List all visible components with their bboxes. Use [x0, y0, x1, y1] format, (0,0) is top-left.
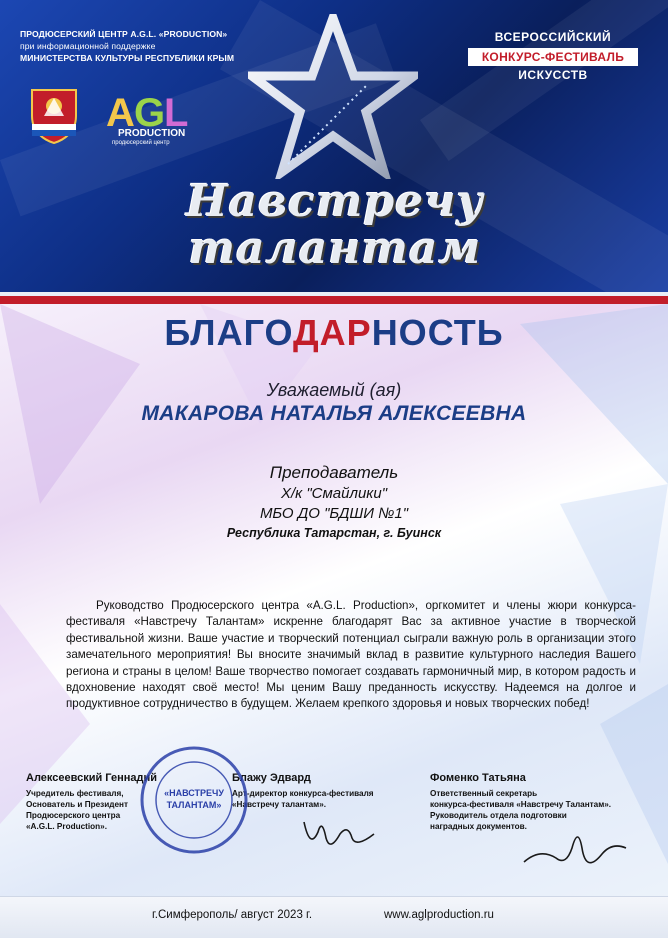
- agl-logo-sub: PRODUCTION: [118, 128, 186, 139]
- festival-line-2: КОНКУРС-ФЕСТИВАЛЬ: [468, 48, 638, 66]
- title-part-1: БЛАГО: [164, 312, 294, 353]
- organizer-line-2: при информационной поддержке: [20, 41, 156, 51]
- footer-website: www.aglproduction.ru: [384, 909, 494, 921]
- signature-secretary: [520, 818, 630, 878]
- signer-name: Фоменко Татьяна: [430, 772, 526, 784]
- recipient-location: Республика Татарстан, г. Буинск: [226, 526, 442, 540]
- recipient-school: МБО ДО "БДШИ №1": [259, 505, 409, 522]
- stamp-text-3: ТАЛАНТАМ»: [166, 800, 222, 810]
- festival-line-3: ИСКУССТВ: [518, 68, 588, 82]
- festival-label: [468, 28, 638, 84]
- title-part-3: НОСТЬ: [371, 312, 504, 353]
- document-title: [0, 312, 668, 354]
- signer-line: «A.G.L. Production».: [26, 822, 107, 831]
- crimea-crest-icon: [26, 86, 82, 144]
- signer-line: Основатель и Президент: [26, 800, 128, 809]
- organizer-block: [20, 28, 234, 64]
- title-part-2: ДАР: [293, 312, 372, 353]
- agl-logo-sub2: продюсерский центр: [112, 140, 170, 146]
- recipient-name: МАКАРОВА НАТАЛЬЯ АЛЕКСЕЕВНА: [141, 402, 527, 425]
- header-banner: [0, 0, 668, 300]
- official-stamp: [138, 744, 250, 856]
- signer-name: Блажу Эдвард: [232, 772, 311, 784]
- footer: [0, 896, 668, 938]
- recipient-details: [0, 462, 668, 542]
- svg-text:L: L: [164, 91, 189, 135]
- divider-red: [0, 296, 668, 304]
- logo-line-1: Навстречу: [186, 176, 484, 227]
- signer-line: Учредитель фестиваля,: [26, 789, 124, 798]
- star-icon: [248, 14, 418, 179]
- recipient-group: Х/к "Смайлики": [280, 485, 388, 502]
- organizer-line-1: ПРОДЮСЕРСКИЙ ЦЕНТР A.G.L. «PRODUCTION»: [20, 29, 228, 39]
- signature-art-director: [300, 808, 380, 856]
- signer-line: Арт-директор конкурса-фестиваля: [232, 789, 374, 798]
- agl-logo: [104, 86, 194, 152]
- svg-text:A: A: [106, 91, 135, 135]
- logo-line-2: талантам: [188, 223, 482, 274]
- signer-art-director: [232, 772, 402, 810]
- organizer-line-3: МИНИСТЕРСТВА КУЛЬТУРЫ РЕСПУБЛИКИ КРЫМ: [20, 53, 235, 63]
- greeting: Уважаемый (ая): [266, 380, 402, 400]
- footer-city-date: г.Симферополь/ август 2023 г.: [152, 909, 313, 921]
- signer-line: Руководитель отдела подготовки: [430, 811, 567, 820]
- stamp-text-2: «НАВСТРЕЧУ: [164, 788, 224, 798]
- body-text: Руководство Продюсерского центра «A.G.L. Production», оргкомитет и члены жюри конкурса-фестиваля «Навстречу Талантам» искренне благодарят Вас за активное участие в творческой фестивальной жизни. Ваше участие и творческий потенциал сыграли важную роль в организации этого замечательного мероприятия! Вы вносите значимый вклад в развитие культурного наследия Вашего региона и страны в целом! Ваше творчество помогает создавать гармоничный мир, в котором радость и вдохновение находят своё место! Мы ценим Вашу преданность искусству. Надеемся на долгое и продуктивное сотрудничество в будущем. Желаем крепкого здоровья и новых творческих побед!: [66, 599, 636, 711]
- signer-line: Ответственный секретарь: [430, 789, 538, 798]
- festival-line-1: ВСЕРОССИЙСКИЙ: [494, 30, 612, 44]
- signer-line: «Навстречу талантам».: [232, 800, 327, 809]
- svg-text:G: G: [134, 91, 166, 135]
- recipient-role: Преподаватель: [269, 463, 399, 482]
- signer-line: конкурса-фестиваля «Навстречу Талантам».: [430, 800, 612, 809]
- signer-name: Алексеевский Геннадий: [26, 772, 158, 784]
- festival-logo-title: [170, 178, 500, 272]
- signer-line: наградных документов.: [430, 822, 527, 831]
- signer-line: Продюсерского центра: [26, 811, 121, 820]
